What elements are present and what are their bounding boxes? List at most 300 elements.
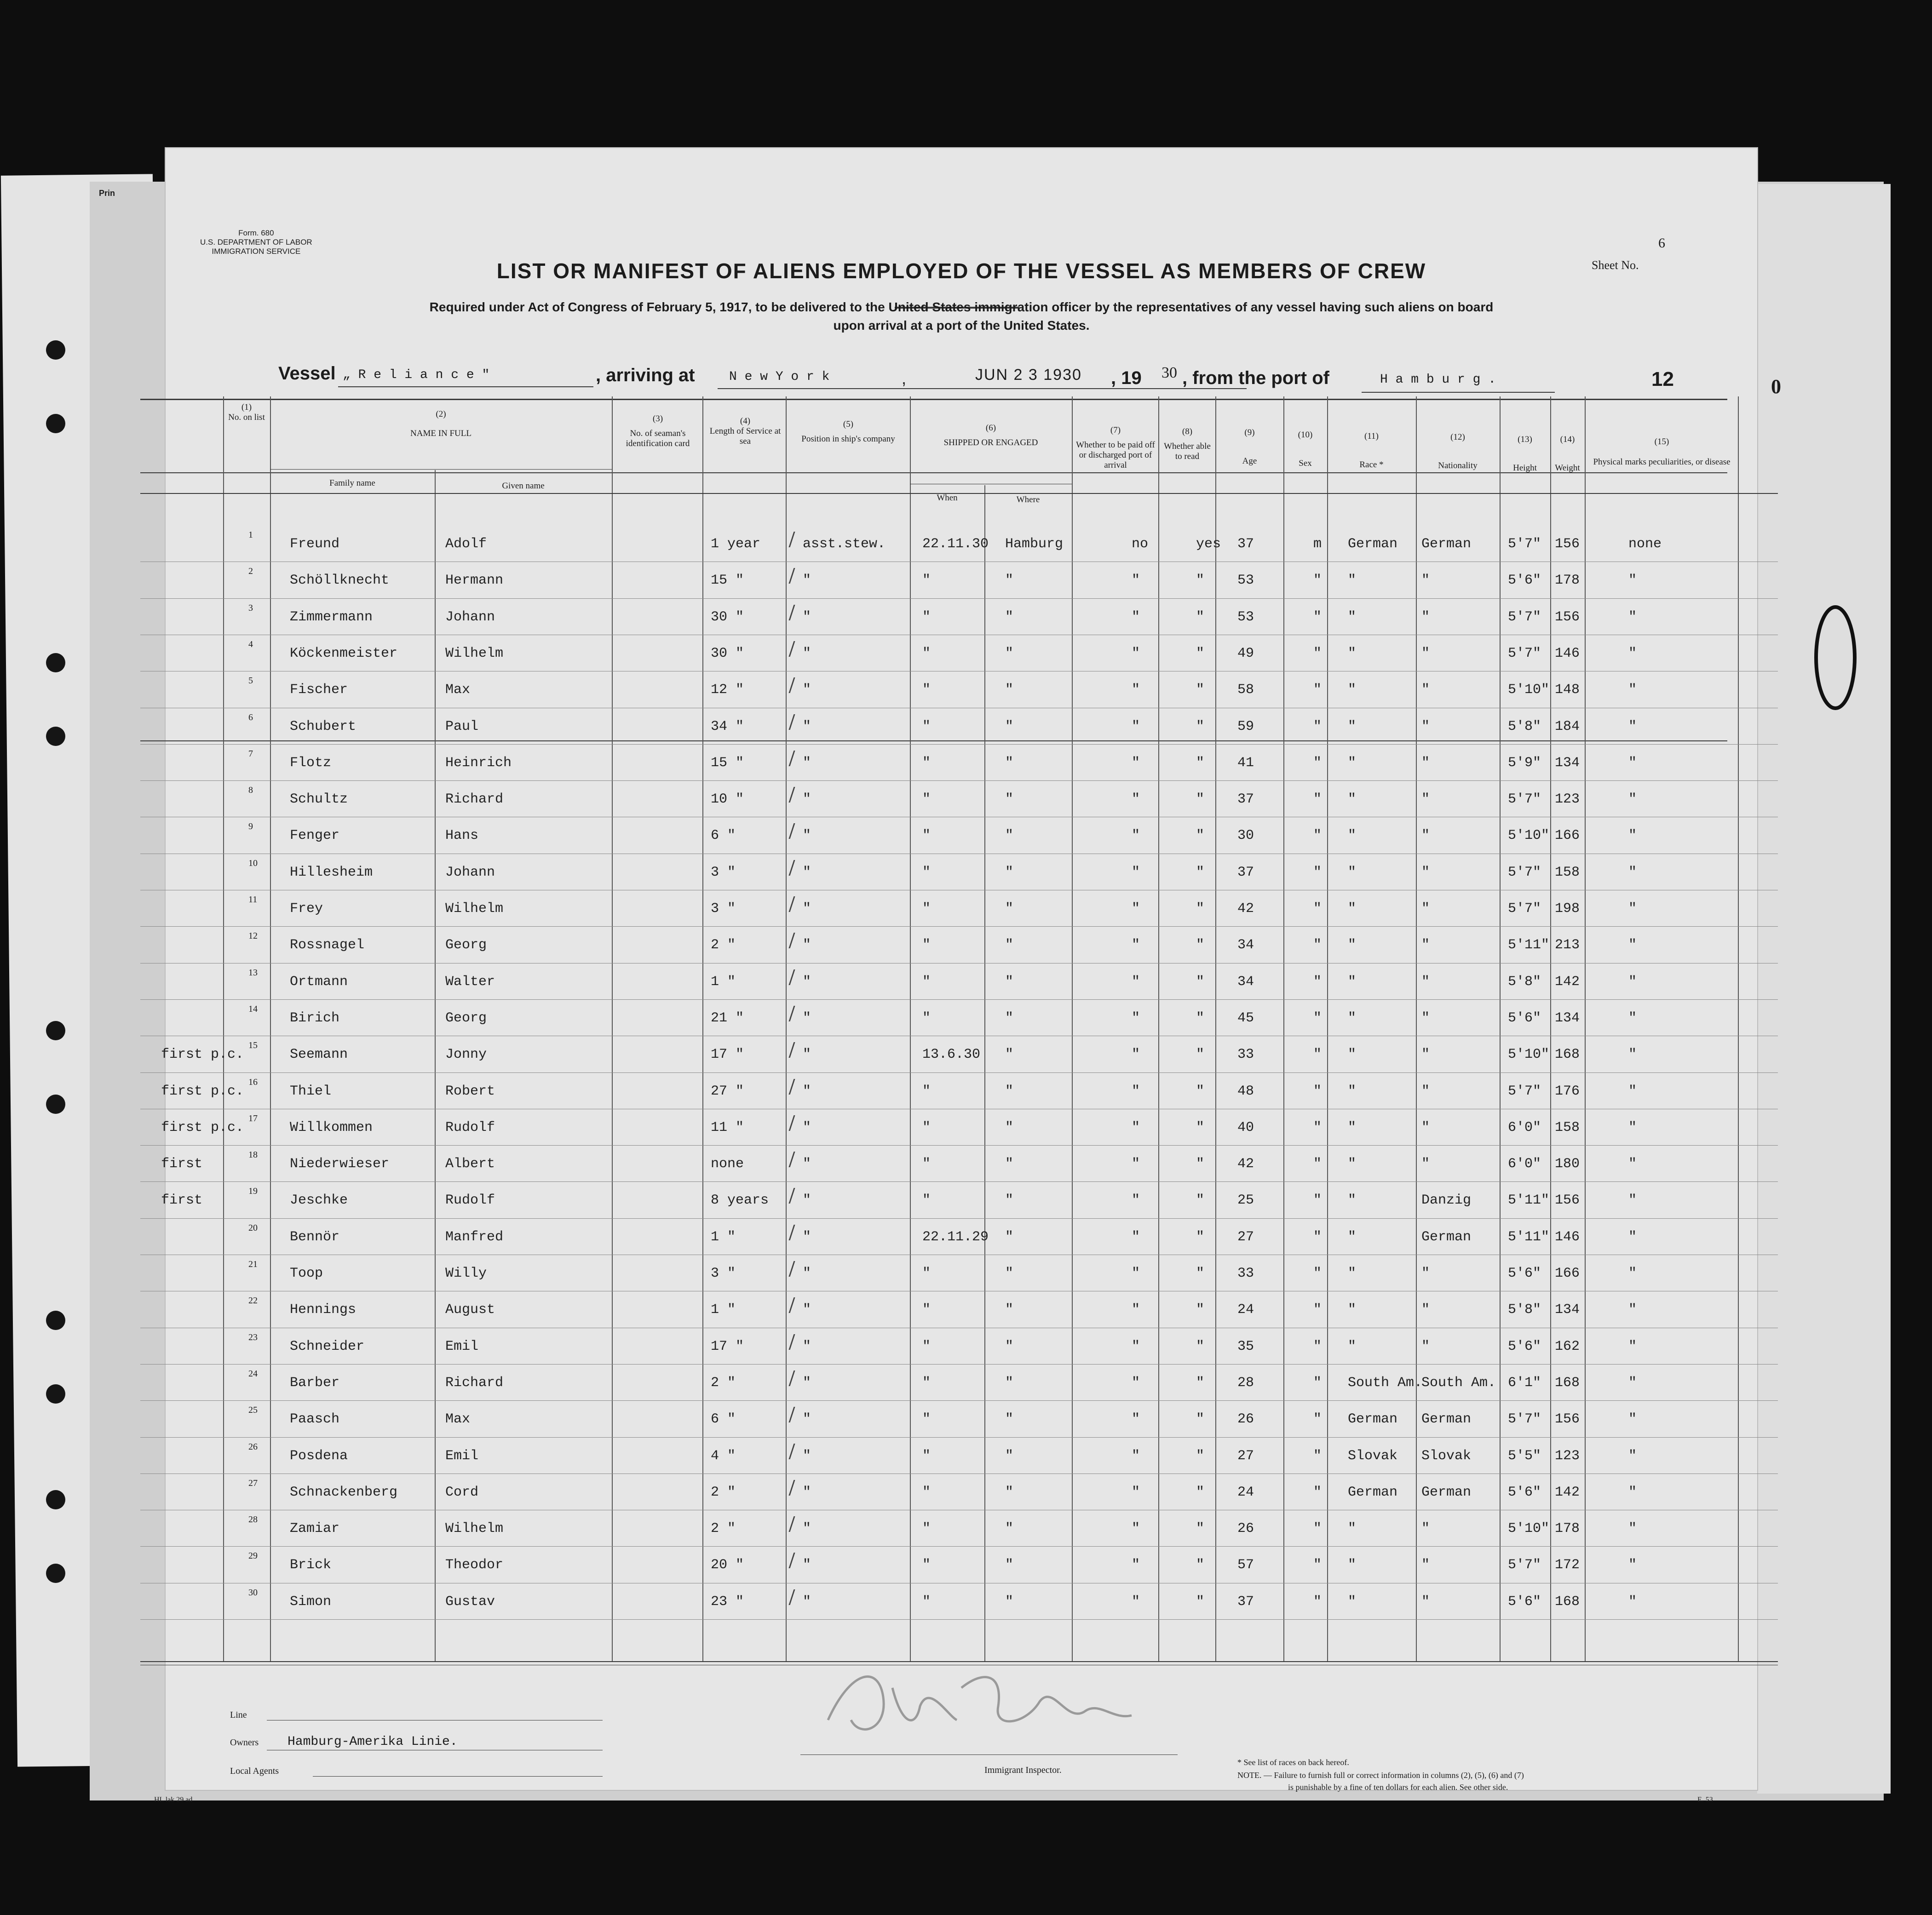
given-name-cell: Rudolf (445, 1193, 495, 1209)
nationality-cell: South Am. (1421, 1375, 1496, 1391)
binder-hole (46, 653, 65, 672)
paid-off-cell: " (1132, 1594, 1140, 1610)
physical-marks-cell: " (1628, 1594, 1637, 1610)
sex-cell: " (1313, 1156, 1322, 1172)
service-length-cell: 1 " (711, 974, 736, 990)
shipped-when-cell: " (922, 937, 931, 953)
row-number: 27 (248, 1478, 258, 1488)
age-cell: 26 (1237, 1411, 1254, 1428)
shipped-where-cell: " (1005, 1448, 1014, 1464)
shipped-where-cell: " (1005, 645, 1014, 661)
nationality-cell: " (1421, 1047, 1430, 1063)
weight-cell: 168 (1555, 1375, 1580, 1391)
service-length-cell: 2 " (711, 1521, 736, 1537)
physical-marks-cell: " (1628, 1338, 1637, 1354)
position-cell: " (803, 609, 811, 625)
family-name-cell: Jeschke (290, 1193, 348, 1209)
service-length-cell: 3 " (711, 901, 736, 917)
paid-off-cell: " (1132, 1375, 1140, 1391)
service-length-cell: 1 " (711, 1302, 736, 1318)
service-length-cell: 1 " (711, 1229, 736, 1245)
column-divider (612, 396, 613, 1661)
physical-marks-cell: " (1628, 828, 1637, 844)
weight-cell: 123 (1555, 1448, 1580, 1464)
able-to-read-cell: " (1196, 1156, 1205, 1172)
nationality-cell: German (1421, 1411, 1472, 1428)
able-to-read-cell: " (1196, 645, 1205, 661)
age-cell: 59 (1237, 718, 1254, 734)
family-name-cell: Hennings (290, 1302, 356, 1318)
position-cell: " (803, 1047, 811, 1063)
family-name-cell: Köckenmeister (290, 645, 398, 661)
family-name-cell: Fischer (290, 682, 348, 698)
able-to-read-cell: " (1196, 1557, 1205, 1573)
position-cell: " (803, 1557, 811, 1573)
race-cell: " (1348, 1156, 1357, 1172)
paid-off-cell: " (1132, 1193, 1140, 1209)
shipped-when-cell: " (922, 1521, 931, 1537)
nationality-cell: " (1421, 1302, 1430, 1318)
paid-off-cell: " (1132, 974, 1140, 990)
col-where-header: Where (1016, 495, 1040, 505)
position-cell: " (803, 1119, 811, 1135)
physical-marks-cell: " (1628, 573, 1637, 589)
service-length-cell: 30 " (711, 645, 744, 661)
shipped-when-cell: " (922, 609, 931, 625)
col-read-header: (8) Whether able to read (1164, 427, 1211, 461)
given-name-cell: Johann (445, 864, 495, 880)
service-length-cell: 12 " (711, 682, 744, 698)
service-length-cell: 20 " (711, 1557, 744, 1573)
position-cell: " (803, 1484, 811, 1500)
weight-cell: 162 (1555, 1338, 1580, 1354)
column-divider (1215, 396, 1216, 1661)
annotation-cell: first (161, 1193, 203, 1209)
age-cell: 37 (1237, 791, 1254, 808)
binder-hole (46, 727, 65, 746)
binder-hole (46, 1021, 65, 1040)
row-number: 3 (248, 602, 253, 613)
binder-hole (46, 1564, 65, 1583)
age-cell: 24 (1237, 1302, 1254, 1318)
able-to-read-cell: " (1196, 573, 1205, 589)
given-name-cell: August (445, 1302, 495, 1318)
col-paid-header: (7) Whether to be paid off or discharged port of arrival (1076, 425, 1155, 470)
able-to-read-cell: " (1196, 901, 1205, 917)
shipped-when-cell: " (922, 901, 931, 917)
race-cell: " (1348, 901, 1357, 917)
physical-marks-cell: " (1628, 864, 1637, 880)
weight-cell: 198 (1555, 901, 1580, 917)
physical-marks-cell: " (1628, 645, 1637, 661)
shipped-where-cell: " (1005, 1047, 1014, 1063)
sex-cell: " (1313, 609, 1322, 625)
age-cell: 35 (1237, 1338, 1254, 1354)
shipped-when-cell: " (922, 1594, 931, 1610)
nationality-cell: " (1421, 682, 1430, 698)
line-label: Line (230, 1710, 247, 1720)
race-cell: " (1348, 755, 1357, 771)
race-cell: " (1348, 682, 1357, 698)
nationality-cell: Danzig (1421, 1193, 1472, 1209)
race-cell: " (1348, 828, 1357, 844)
shipped-where-cell: " (1005, 1119, 1014, 1135)
position-cell: " (803, 901, 811, 917)
age-cell: 26 (1237, 1521, 1254, 1537)
penalty-note-2: is punishable by a fine of ten dollars for each alien. See other side. (1288, 1783, 1508, 1792)
shipped-when-cell: " (922, 755, 931, 771)
shipped-when-cell: " (922, 1411, 931, 1428)
row-number: 21 (248, 1259, 258, 1269)
row-rule (140, 780, 1778, 781)
nationality-cell: " (1421, 645, 1430, 661)
margin-note: Prin (99, 189, 115, 198)
weight-cell: 184 (1555, 718, 1580, 734)
able-to-read-cell: " (1196, 718, 1205, 734)
age-cell: 53 (1237, 573, 1254, 589)
position-cell: " (803, 828, 811, 844)
paid-off-cell: " (1132, 901, 1140, 917)
given-name-cell: Gustav (445, 1594, 495, 1610)
row-rule (140, 1400, 1778, 1401)
row-number: 16 (248, 1077, 258, 1087)
binder-hole (46, 414, 65, 433)
position-cell: " (803, 1266, 811, 1281)
age-cell: 49 (1237, 645, 1254, 661)
nationality-cell: " (1421, 573, 1430, 589)
service-length-cell: 11 " (711, 1119, 744, 1135)
shipped-when-cell: " (922, 718, 931, 734)
position-cell: " (803, 937, 811, 953)
nationality-cell: " (1421, 974, 1430, 990)
local-agents-label: Local Agents (230, 1766, 279, 1776)
weight-cell: 166 (1555, 828, 1580, 844)
paid-off-cell: " (1132, 1266, 1140, 1281)
shipped-where-cell: " (1005, 974, 1014, 990)
age-cell: 37 (1237, 536, 1254, 552)
race-cell: " (1348, 609, 1357, 625)
race-cell: " (1348, 1521, 1357, 1537)
weight-cell: 134 (1555, 1010, 1580, 1026)
shipped-where-cell: " (1005, 1193, 1014, 1209)
nationality-cell: " (1421, 1594, 1430, 1610)
race-cell: " (1348, 645, 1357, 661)
physical-marks-cell: " (1628, 1266, 1637, 1281)
age-cell: 42 (1237, 901, 1254, 917)
service-length-cell: 2 " (711, 1375, 736, 1391)
family-name-cell: Simon (290, 1594, 332, 1610)
given-name-cell: Heinrich (445, 755, 512, 771)
race-cell: " (1348, 974, 1357, 990)
physical-marks-cell: " (1628, 1521, 1637, 1537)
column-divider (435, 470, 436, 1661)
paid-off-cell: " (1132, 1302, 1140, 1318)
nationality-cell: " (1421, 1338, 1430, 1354)
subtitle-line-2: upon arrival at a port of the United States. (833, 318, 1090, 333)
service-length-cell: 27 " (711, 1083, 744, 1099)
arriving-port: N e w Y o r k (729, 370, 830, 384)
shipped-where-cell: " (1005, 828, 1014, 844)
sex-cell: " (1313, 1229, 1322, 1245)
family-name-cell: Schultz (290, 791, 348, 808)
weight-cell: 168 (1555, 1047, 1580, 1063)
family-name-cell: Frey (290, 901, 323, 917)
row-number: 14 (248, 1003, 258, 1014)
race-cell: " (1348, 1229, 1357, 1245)
given-name-cell: Paul (445, 718, 479, 734)
able-to-read-cell: yes (1196, 536, 1221, 552)
row-number: 5 (248, 676, 253, 686)
nationality-cell: " (1421, 1521, 1430, 1537)
subtitle-line-1: Required under Act of Congress of February 5, 1917, to be delivered to the United States immigration officer by the representatives of any vessel having such aliens on board (429, 300, 1494, 314)
sex-cell: " (1313, 791, 1322, 808)
age-cell: 48 (1237, 1083, 1254, 1099)
height-cell: 5'6" (1508, 1484, 1541, 1500)
row-number: 19 (248, 1186, 258, 1197)
service-length-cell: 2 " (711, 937, 736, 953)
height-cell: 5'11" (1508, 1229, 1550, 1245)
height-cell: 5'7" (1508, 1083, 1541, 1099)
paid-off-cell: no (1132, 536, 1149, 552)
given-name-cell: Emil (445, 1338, 479, 1354)
col-family-header: Family name (329, 478, 375, 488)
able-to-read-cell: " (1196, 1047, 1205, 1063)
paid-off-cell: " (1132, 1484, 1140, 1500)
binder-hole (46, 340, 65, 360)
able-to-read-cell: " (1196, 1338, 1205, 1354)
given-name-cell: Theodor (445, 1557, 504, 1573)
physical-marks-cell: " (1628, 1302, 1637, 1318)
able-to-read-cell: " (1196, 1229, 1205, 1245)
able-to-read-cell: " (1196, 1375, 1205, 1391)
name-subheader-rule (270, 469, 612, 470)
able-to-read-cell: " (1196, 682, 1205, 698)
shipped-where-cell: " (1005, 573, 1014, 589)
row-rule (140, 1218, 1778, 1219)
shipped-when-cell: " (922, 1375, 931, 1391)
nationality-cell: German (1421, 1229, 1472, 1245)
arrival-underline (718, 388, 1247, 389)
weight-cell: 166 (1555, 1266, 1580, 1281)
row-number: 6 (248, 712, 253, 722)
sex-cell: " (1313, 1083, 1322, 1099)
paid-off-cell: " (1132, 864, 1140, 880)
separator-comma: , (902, 369, 907, 388)
sex-cell: " (1313, 1302, 1322, 1318)
row-number: 2 (248, 566, 253, 577)
physical-marks-cell: " (1628, 1119, 1637, 1135)
binder-hole (46, 1095, 65, 1114)
row-number: 22 (248, 1296, 258, 1306)
service-length-cell: 21 " (711, 1010, 744, 1026)
paid-off-cell: " (1132, 1448, 1140, 1464)
shipped-when-cell: " (922, 1010, 931, 1026)
shipped-where-cell: " (1005, 1083, 1014, 1099)
race-cell: " (1348, 1302, 1357, 1318)
annotation-cell: first (161, 1156, 203, 1172)
race-cell: Slovak (1348, 1448, 1398, 1464)
sex-cell: " (1313, 682, 1322, 698)
weight-cell: 156 (1555, 536, 1580, 552)
able-to-read-cell: " (1196, 974, 1205, 990)
able-to-read-cell: " (1196, 1193, 1205, 1209)
service-length-cell: 6 " (711, 828, 736, 844)
given-name-cell: Richard (445, 1375, 504, 1391)
corner-note: 0 (1771, 375, 1781, 398)
family-name-cell: Thiel (290, 1083, 332, 1099)
paid-off-cell: " (1132, 1083, 1140, 1099)
given-name-cell: Hans (445, 828, 479, 844)
manifest-sheet (166, 148, 1757, 1790)
owners-label: Owners (230, 1737, 259, 1748)
service-length-cell: 30 " (711, 609, 744, 625)
height-cell: 5'6" (1508, 573, 1541, 589)
physical-marks-cell: " (1628, 937, 1637, 953)
shipped-where-cell: " (1005, 609, 1014, 625)
sex-cell: " (1313, 573, 1322, 589)
weight-cell: 158 (1555, 864, 1580, 880)
shipped-where-cell: " (1005, 791, 1014, 808)
print-code: HL lak 29 ad (154, 1796, 193, 1804)
family-name-cell: Schubert (290, 718, 356, 734)
column-divider (1158, 396, 1159, 1661)
service-length-cell: 6 " (711, 1411, 736, 1428)
shipped-when-cell: " (922, 828, 931, 844)
paid-off-cell: " (1132, 1156, 1140, 1172)
nationality-cell: German (1421, 1484, 1472, 1500)
height-cell: 5'8" (1508, 974, 1541, 990)
given-name-cell: Hermann (445, 573, 504, 589)
shipped-where-cell: " (1005, 937, 1014, 953)
row-number: 15 (248, 1040, 258, 1051)
able-to-read-cell: " (1196, 828, 1205, 844)
family-name-cell: Schöllknecht (290, 573, 390, 589)
shipped-where-cell: Hamburg (1005, 536, 1064, 552)
row-number: 30 (248, 1587, 258, 1598)
shipped-when-cell: 13.6.30 (922, 1047, 981, 1063)
family-name-cell: Ortmann (290, 974, 348, 990)
service-length-cell: 3 " (711, 1266, 736, 1281)
race-cell: " (1348, 1047, 1357, 1063)
physical-marks-cell: " (1628, 1010, 1637, 1026)
weight-cell: 172 (1555, 1557, 1580, 1573)
shipped-where-cell: " (1005, 1521, 1014, 1537)
physical-marks-cell: " (1628, 1375, 1637, 1391)
physical-marks-cell: " (1628, 791, 1637, 808)
age-cell: 27 (1237, 1448, 1254, 1464)
position-cell: " (803, 1521, 811, 1537)
race-cell: South Am. (1348, 1375, 1423, 1391)
given-name-cell: Richard (445, 791, 504, 808)
physical-marks-cell: " (1628, 718, 1637, 734)
family-name-cell: Willkommen (290, 1119, 373, 1135)
family-name-cell: Hillesheim (290, 864, 373, 880)
physical-marks-cell: " (1628, 1193, 1637, 1209)
row-number: 10 (248, 858, 258, 868)
paid-off-cell: " (1132, 718, 1140, 734)
service-length-cell: 10 " (711, 791, 744, 808)
race-cell: German (1348, 1411, 1398, 1428)
shipped-where-cell: " (1005, 1266, 1014, 1281)
col-shipped-header: (6) SHIPPED OR ENGAGED (943, 423, 1038, 447)
penalty-note-1: NOTE. — Failure to furnish full or correct information in columns (2), (5), (6) and (7) (1237, 1771, 1524, 1780)
shipped-when-cell: " (922, 1557, 931, 1573)
handwritten-zero-mark (1808, 598, 1863, 717)
paid-off-cell: " (1132, 1557, 1140, 1573)
height-cell: 5'7" (1508, 791, 1541, 808)
binder-hole (46, 1490, 65, 1509)
inspector-signature (810, 1651, 1141, 1757)
race-cell: " (1348, 791, 1357, 808)
height-cell: 5'6" (1508, 1266, 1541, 1281)
row-number: 28 (248, 1514, 258, 1525)
age-cell: 30 (1237, 828, 1254, 844)
physical-marks-cell: none (1628, 536, 1662, 552)
position-cell: " (803, 1375, 811, 1391)
col-weight-header: (14) Weight (1555, 435, 1580, 473)
able-to-read-cell: " (1196, 1594, 1205, 1610)
given-name-cell: Emil (445, 1448, 479, 1464)
sex-cell: " (1313, 1411, 1322, 1428)
nationality-cell: German (1421, 536, 1472, 552)
race-cell: " (1348, 718, 1357, 734)
shipped-where-cell: " (1005, 901, 1014, 917)
paid-off-cell: " (1132, 645, 1140, 661)
age-cell: 41 (1237, 755, 1254, 771)
race-cell: " (1348, 1010, 1357, 1026)
corner-code: E. 53 (1697, 1796, 1713, 1804)
service-length-cell: 15 " (711, 755, 744, 771)
physical-marks-cell: " (1628, 682, 1637, 698)
position-cell: " (803, 1411, 811, 1428)
weight-cell: 178 (1555, 1521, 1580, 1537)
service-length-cell: 3 " (711, 864, 736, 880)
shipped-where-cell: " (1005, 1229, 1014, 1245)
able-to-read-cell: " (1196, 937, 1205, 953)
able-to-read-cell: " (1196, 1411, 1205, 1428)
position-cell: " (803, 974, 811, 990)
agents-underline (313, 1776, 603, 1777)
able-to-read-cell: " (1196, 1010, 1205, 1026)
paid-off-cell: " (1132, 609, 1140, 625)
shipped-when-cell: " (922, 1302, 931, 1318)
arriving-label: , arriving at (596, 365, 695, 385)
nationality-cell: " (1421, 609, 1430, 625)
given-name-cell: Walter (445, 974, 495, 990)
sheet-number: 6 (1658, 235, 1665, 251)
sex-cell: " (1313, 901, 1322, 917)
service-length-cell: 17 " (711, 1047, 744, 1063)
position-cell: " (803, 645, 811, 661)
able-to-read-cell: " (1196, 1521, 1205, 1537)
shipped-when-cell: " (922, 791, 931, 808)
races-footnote: * See list of races on back hereof. (1237, 1758, 1349, 1767)
able-to-read-cell: " (1196, 1266, 1205, 1281)
weight-cell: 134 (1555, 755, 1580, 771)
shipped-where-cell: " (1005, 1156, 1014, 1172)
given-name-cell: Georg (445, 937, 487, 953)
shipped-when-cell: " (922, 1156, 931, 1172)
able-to-read-cell: " (1196, 1083, 1205, 1099)
shipped-when-cell: " (922, 864, 931, 880)
sex-cell: " (1313, 1521, 1322, 1537)
weight-cell: 156 (1555, 1193, 1580, 1209)
given-name-cell: Johann (445, 609, 495, 625)
height-cell: 6'0" (1508, 1119, 1541, 1135)
race-cell: " (1348, 1557, 1357, 1573)
nationality-cell: " (1421, 864, 1430, 880)
paid-off-cell: " (1132, 573, 1140, 589)
